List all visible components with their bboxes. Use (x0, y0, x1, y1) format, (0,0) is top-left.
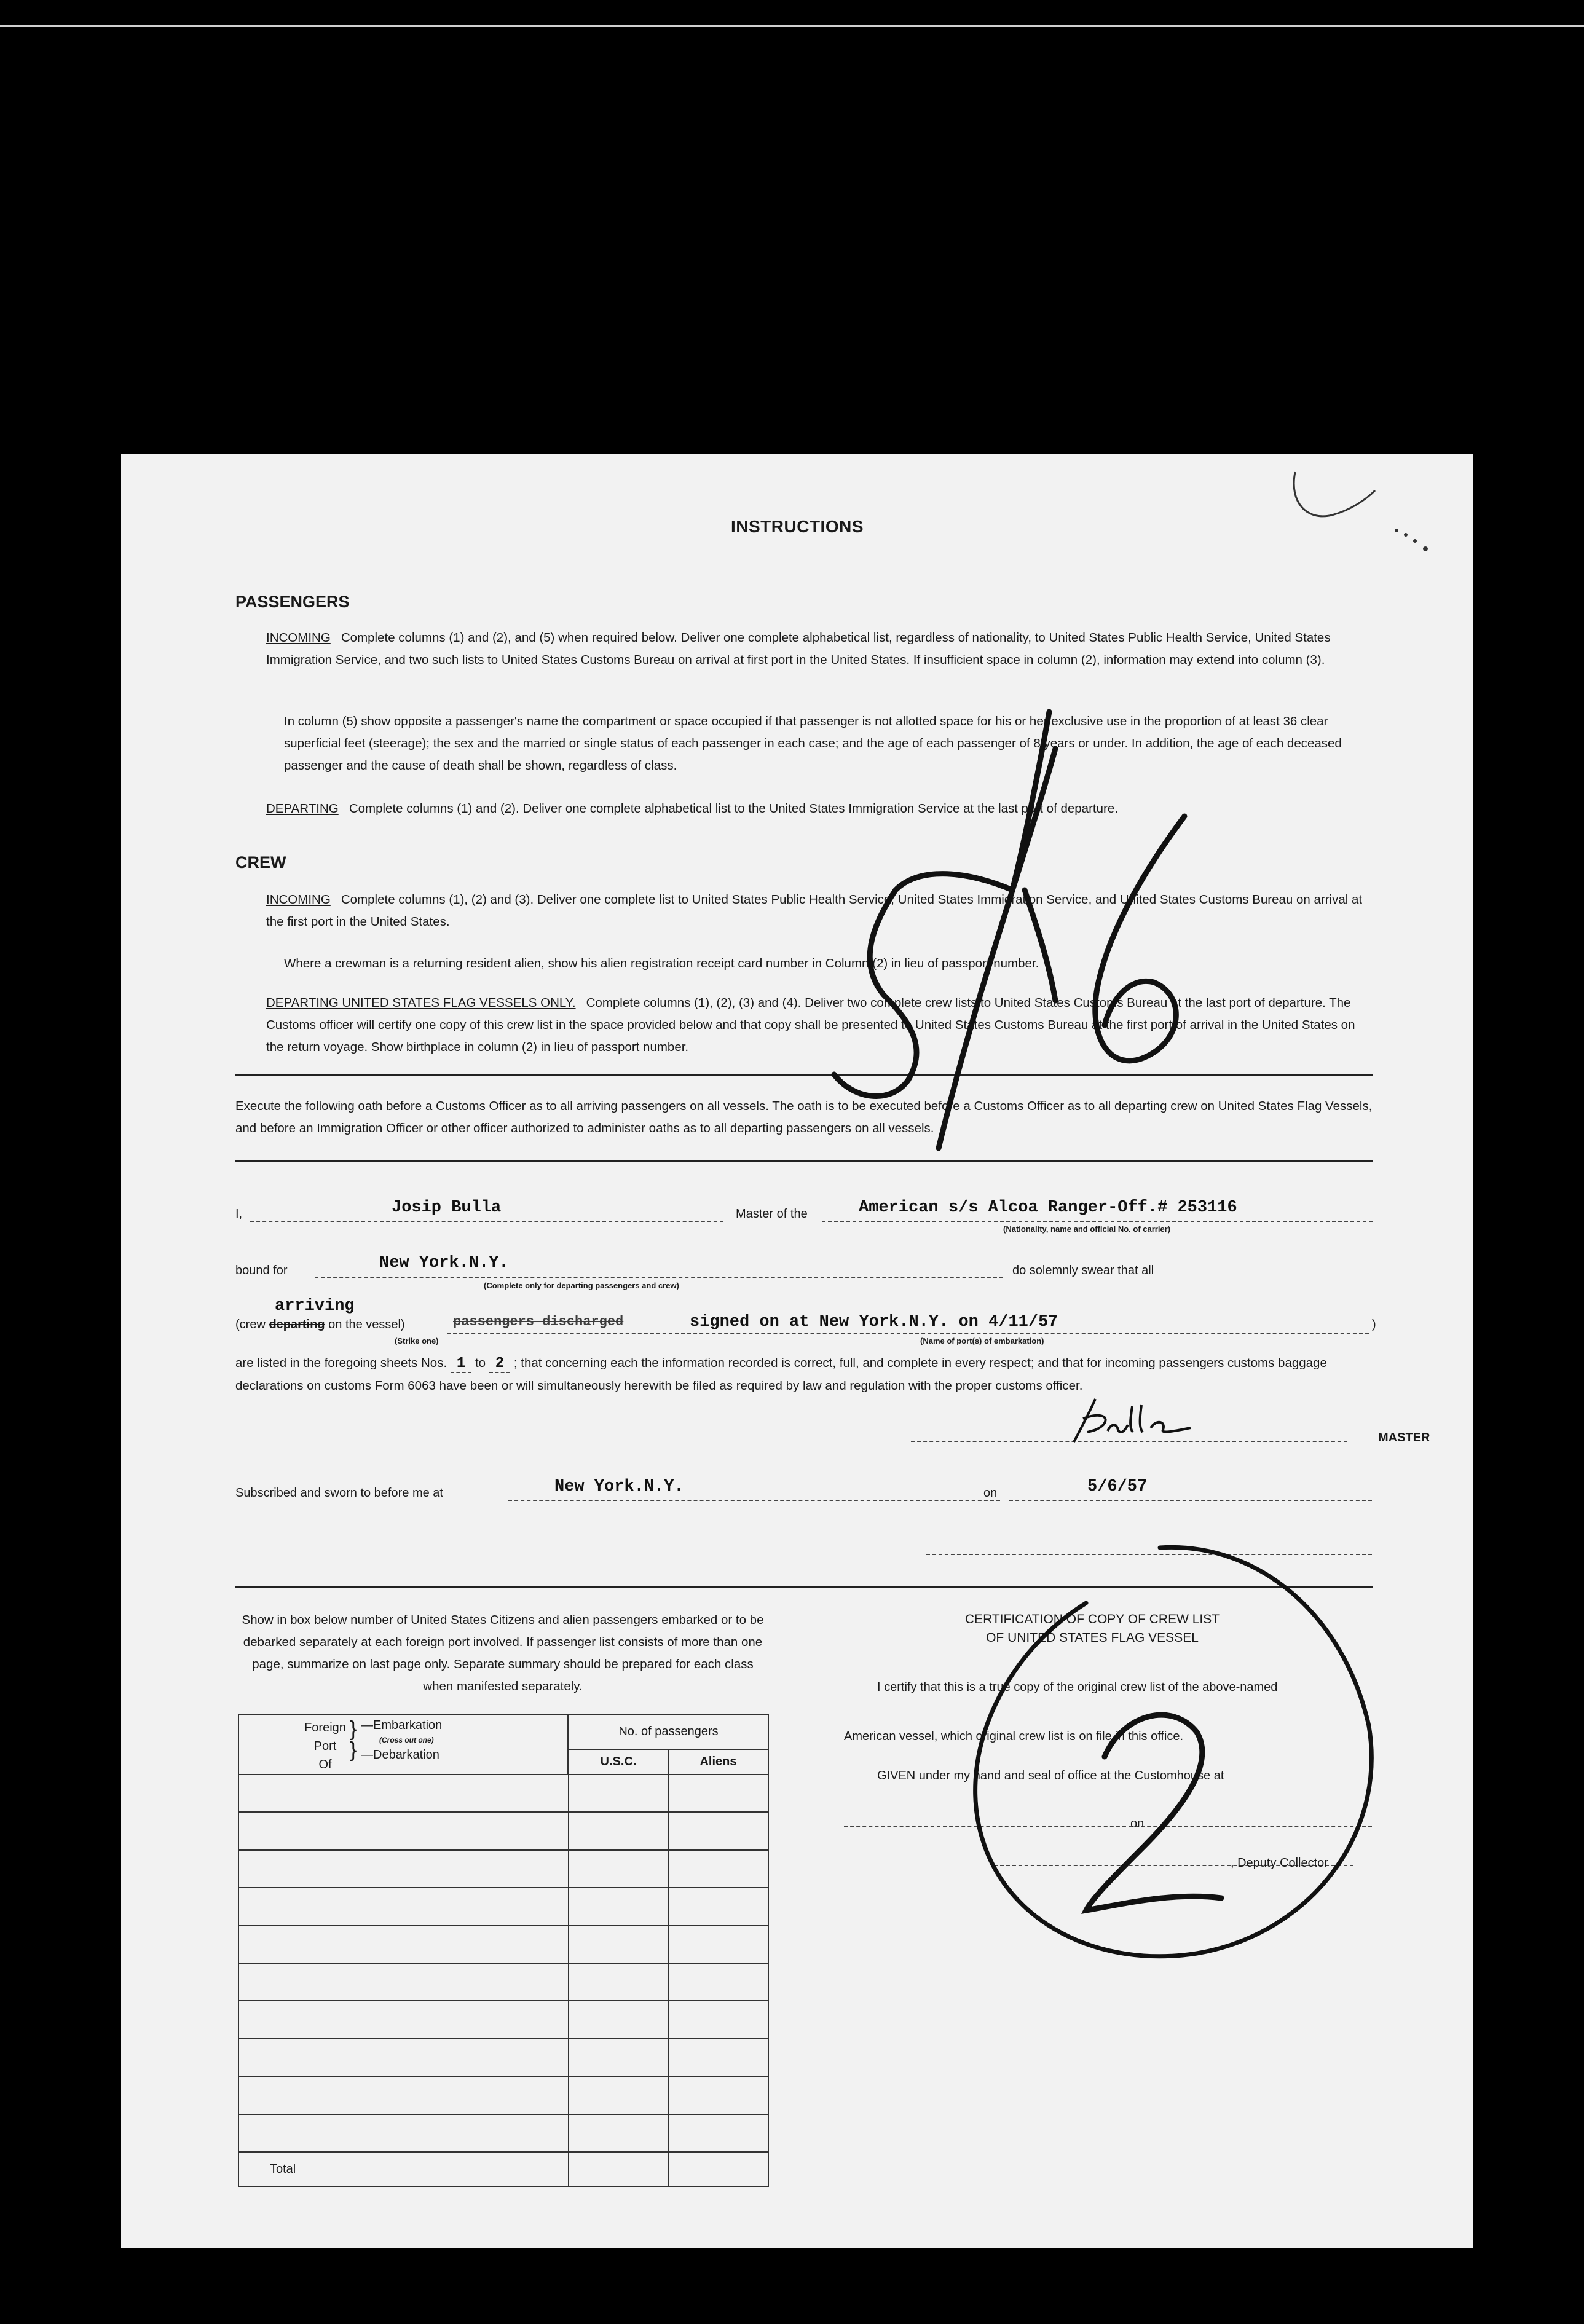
aliens-header: Aliens (668, 1749, 768, 1775)
sheet-from-field: 1 (451, 1355, 471, 1373)
handwritten-5-6-mark (766, 706, 1234, 1160)
divider-rule (235, 1160, 1373, 1162)
swear-label: do solemnly swear that all (1012, 1264, 1154, 1277)
bound-caption: (Complete only for departing passengers and crew) (484, 1281, 679, 1290)
port-caption: (Name of port(s) of embarkation) (920, 1336, 1044, 1345)
scan-edge-line (0, 25, 1584, 27)
debarkation-label: —Debarkation (361, 1748, 439, 1762)
sworn-on-label: on (983, 1486, 998, 1500)
table-row (238, 2076, 768, 2114)
vessel-caption: (Nationality, name and official No. of carrier) (1003, 1224, 1171, 1234)
summary-instructions: Show in box below number of United States Citizens and alien passengers embarked or to be debarked separately at each foreign port involved. If passenger list consists of more than one page, summarize on last page only. Separate summary should be prepared for each class when manifested separately. (242, 1613, 764, 1693)
sworn-place-field: New York.N.Y. (554, 1478, 684, 1496)
vessel-line (822, 1221, 1373, 1222)
signed-on-field: signed on at New York.N.Y. on 4/11/57 (690, 1313, 1058, 1331)
passengers-departing-text: Complete columns (1) and (2). Deliver one complete alphabetical list to the United States Immigration Service at the last port of departure. (349, 802, 1118, 816)
table-row (238, 1963, 768, 2001)
arriving-typed: arriving (275, 1297, 355, 1315)
cert-line3: GIVEN under my hand and seal of office at the Customhouse at (877, 1769, 1224, 1782)
cross-out-caption: (Cross out one) (379, 1736, 434, 1744)
table-row (238, 2039, 768, 2076)
master-label: MASTER (1378, 1431, 1430, 1444)
master-name-field: Josip Bulla (392, 1199, 502, 1217)
table-row (238, 2001, 768, 2038)
passenger-summary-table (238, 1714, 769, 2187)
table-row (238, 1850, 768, 1888)
on-vessel-label: on the vessel) (328, 1318, 405, 1331)
crew-departing-label: DEPARTING UNITED STATES FLAG VESSELS ONLY. (266, 996, 576, 1010)
cert-line2: American vessel, which original crew list is on file in this office. (844, 1730, 1184, 1743)
table-row (238, 1812, 768, 1849)
brace-icon: } } (350, 1717, 357, 1762)
of-label: Of (318, 1758, 332, 1771)
crew-departing-text: Complete columns (1), (2), (3) and (4). Deliver two complete crew lists to United States Customs Bureau at the last port of departure. The Customs officer will certify one copy of this crew list in the space provided below and that copy shall be presented to United States Customs Bureau at the first port of arrival in the United States on the return voyage. Show birthplace in column (2) in lieu of passport number. (266, 996, 1355, 1054)
table-row (238, 1888, 768, 1925)
bound-for-label: bound for (235, 1264, 288, 1277)
usc-header: U.S.C. (569, 1749, 669, 1775)
master-name-line (250, 1221, 723, 1222)
no-passengers-header: No. of passengers (569, 1714, 769, 1749)
passengers-departing-label: DEPARTING (266, 802, 339, 816)
struck-passengers: passengers discharged (453, 1314, 624, 1329)
table-row (238, 1775, 768, 1812)
cert-title-line1: CERTIFICATION OF COPY OF CREW LIST (964, 1612, 1220, 1626)
table-row (238, 2114, 768, 2152)
crew-resident-paragraph: Where a crewman is a returning resident alien, show his alien registration receipt card number in Column (2) in lieu of passport number. (284, 956, 1039, 971)
sworn-date-line (1009, 1500, 1372, 1501)
crew-open-label: (crew (235, 1318, 266, 1331)
sworn-place-line (508, 1500, 1000, 1501)
foreign-label: Foreign (304, 1721, 346, 1735)
instructions-title: INSTRUCTIONS (731, 517, 864, 536)
oath-instructions: Execute the following oath before a Customs Officer as to all arriving passengers on all vessels. The oath is to be executed before a Customs Officer as to all departing crew on United States Flag Vessels, and before an Immigration Officer or other officer authorized to administer oaths as to all departing passengers on all vessels. (235, 1099, 1373, 1135)
crew-incoming-text: Complete columns (1), (2) and (3). Deliver one complete list to United States Public Health Service, United States Immigration Service, and United States Customs Bureau on arrival at the first port in the United States. (266, 892, 1363, 929)
bound-for-line (315, 1277, 1003, 1278)
subscribed-label: Subscribed and sworn to before me at (235, 1486, 443, 1500)
passengers-heading: PASSENGERS (235, 593, 350, 611)
document-page (121, 454, 1473, 2248)
total-label: Total (238, 2152, 569, 2186)
crew-selection (235, 1318, 405, 1332)
bound-for-field: New York.N.Y. (379, 1254, 509, 1272)
port-header-cell (238, 1714, 569, 1775)
table-row (238, 1926, 768, 1963)
passengers-incoming-text: Complete columns (1) and (2), and (5) when required below. Deliver one complete alphabetical list, regardless of nationality, to United States Public Health Service, United States Immigration Service, and two such lists to United States Customs Bureau on arrival at first port in the United States. If insufficient space in column (2), information may extend into column (3). (266, 631, 1331, 667)
sworn-date-field: 5/6/57 (1087, 1478, 1148, 1496)
crew-incoming-label: INCOMING (266, 892, 331, 907)
passengers-incoming-label: INCOMING (266, 631, 331, 645)
deputy-collector-label: , Deputy Collector (1231, 1856, 1328, 1870)
crew-heading: CREW (235, 853, 286, 872)
master-of-label: Master of the (736, 1207, 808, 1221)
close-paren: ) (1372, 1318, 1376, 1331)
embarkation-label: —Embarkation (361, 1719, 443, 1732)
listed-label: are listed in the foregoing sheets Nos. (235, 1356, 447, 1370)
total-row (238, 2152, 768, 2186)
corner-pencil-mark (1289, 466, 1436, 564)
cert-on-label: on (1130, 1817, 1145, 1830)
listed-paragraph (235, 1352, 1373, 1397)
passengers-column5-paragraph: In column (5) show opposite a passenger's name the compartment or space occupied if that passenger is not allotted space for his or her exclusive use in the proportion of at least 36 clear superficial feet (steerage); the sex and the married or single status of each passenger in each case; and the age of each passenger of 8 years or under. In addition, the age of each deceased passenger and the cause of death shall be shown, regardless of class. (284, 714, 1342, 773)
struck-departing: departing (269, 1318, 325, 1331)
vessel-field: American s/s Alcoa Ranger-Off.# 253116 (859, 1199, 1237, 1217)
port-label: Port (313, 1739, 337, 1753)
embarkation-line (447, 1333, 1369, 1334)
listed-rest: ; that concerning each the information recorded is correct, full, and complete in every respect; and that for incoming passengers customs baggage declarations on customs Form 6063 have been or will simultaneously herewith be filed as required by law and regulation with the proper customs officer. (235, 1356, 1327, 1393)
passengers-incoming-paragraph (266, 627, 1373, 671)
i-label: I, (235, 1207, 243, 1221)
cert-title-line2: OF UNITED STATES FLAG VESSEL (986, 1631, 1199, 1645)
strike-caption: (Strike one) (395, 1336, 439, 1345)
handwritten-circled-2 (939, 1529, 1393, 1972)
master-signature (1049, 1394, 1209, 1449)
cert-line1: I certify that this is a true copy of the original crew list of the above-named (877, 1680, 1278, 1694)
sheet-to-field: 2 (489, 1355, 510, 1373)
to-label: to (475, 1356, 486, 1370)
